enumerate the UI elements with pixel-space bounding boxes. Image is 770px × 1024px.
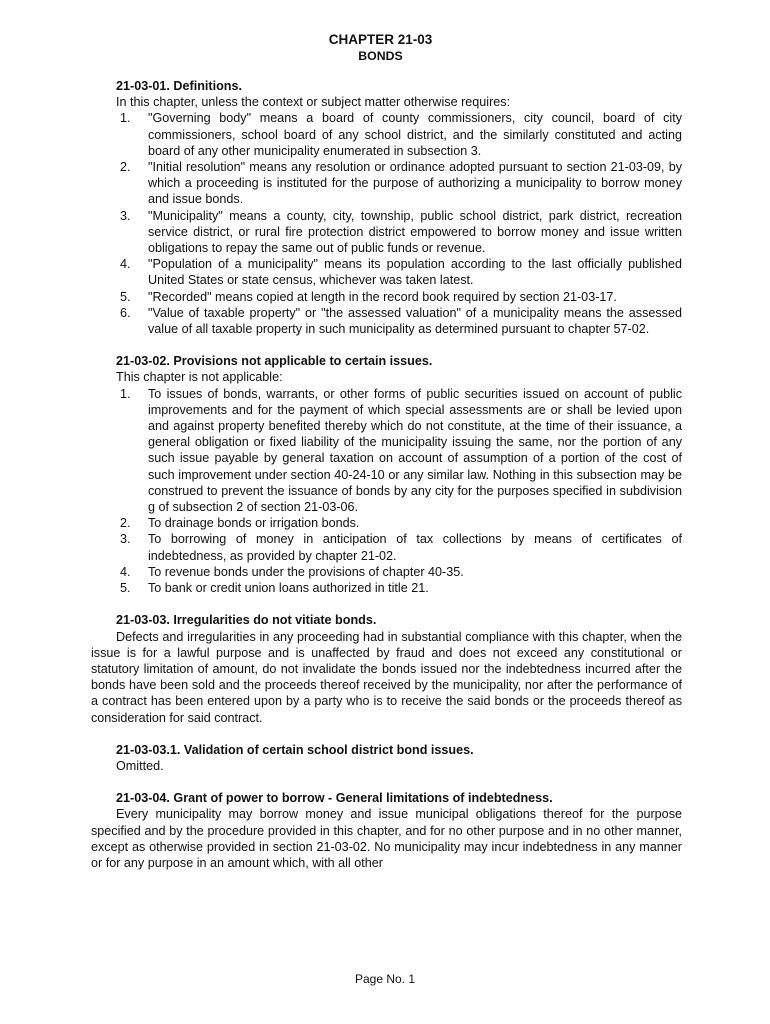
item-number: 3. [120,208,131,223]
section-heading: 21-03-04. Grant of power to borrow - General limitations of indebtedness. [116,791,553,806]
list-item [91,515,682,531]
section-intro: In this chapter, unless the context or subject matter otherwise requires: [116,95,511,110]
list-item [91,531,682,563]
item-number: 2. [120,516,131,531]
item-number: 4. [120,564,131,579]
chapter-subtitle: BONDS [358,49,403,63]
item-text: "Population of a municipality" means its population according to the last officially published United States or state census, whichever was taken latest. [148,257,682,288]
list-item [91,289,682,305]
section-21-03-03-1 [91,742,682,774]
section-heading: 21-03-03.1. Validation of certain school district bond issues. [116,742,474,757]
section-heading: 21-03-03. Irregularities do not vitiate bonds. [116,613,377,628]
item-text: To revenue bonds under the provisions of chapter 40-35. [148,564,464,579]
chapter-title: CHAPTER 21-03 [328,32,433,47]
item-text: "Value of taxable property" or "the assessed valuation" of a municipality means the assessed value of all taxable property in such municipality as determined pursuant to chapter 57-02. [148,305,682,337]
item-number: 1. [120,111,131,126]
item-number: 3. [120,532,131,547]
list-item [91,110,682,159]
item-number: 5. [120,581,131,596]
section-heading: 21-03-02. Provisions not applicable to certain issues. [116,354,433,369]
section-21-03-03 [91,612,682,725]
list-item [91,208,682,257]
item-number: 1. [120,386,131,401]
document-page [91,32,682,871]
list-item [91,386,682,516]
exclusions-list [91,386,682,597]
item-text: To issues of bonds, warrants, or other forms of public securities issued on account of public improvements and for the payment of which special assessments are or shall be levied upon and against property benefited thereby which do not constitute, at the time of their issuance, a general obligation or fixed liability of the municipality issuing the same, nor the portion of any such issue payable by general taxation on account of assumption of a portion of the cost of such improvement under section 40-24-10 or any similar law. Nothing in this subsection may be construed to prevent the issuance of bonds by any city for the purposes specified in subdivision g of subsection 2 of section 21-03-06. [148,386,682,515]
list-item [91,305,682,337]
item-text: To bank or credit union loans authorized in title 21. [148,581,429,596]
item-text: "Governing body" means a board of county commissioners, city council, board of city commissioners, school board of any school district, and the similarly constituted and acting board of any other municipality enumerated in subsection 3. [148,111,682,158]
item-text: To borrowing of money in anticipation of tax collections by means of certificates of indebtedness, as provided by chapter 21-02. [148,532,682,563]
item-text: "Recorded" means copied at length in the record book required by section 21-03-17. [148,289,617,304]
item-text: To drainage bonds or irrigation bonds. [148,516,360,531]
section-body: Defects and irregularities in any proceeding had in substantial compliance with this chapter, when the issue is for a lawful purpose and is unaffected by fraud and does not exceed any constitutional or statutory limitation of amount, do not invalidate the bonds issued nor the indebtedness incurred after the bonds have been sold and the proceeds thereof received by the municipality, nor after the performance of a contract has been entered upon by a party who is to receive the said bonds or the proceeds thereof as consideration for said contract. [91,629,682,725]
list-item [91,256,682,288]
section-body: Every municipality may borrow money and issue municipal obligations thereof for the purpose specified and by the procedure provided in this chapter, and for no other purpose and in no other manner, except as otherwise provided in section 21-03-02. No municipality may incur indebtedness in any manner or for any purpose in an amount which, with all other [91,807,682,870]
section-21-03-04 [91,790,682,871]
item-number: 2. [120,160,131,175]
list-item [91,159,682,208]
item-number: 5. [120,289,131,304]
section-body: Omitted. [116,758,164,773]
section-21-03-01 [91,78,682,337]
definitions-list [91,110,682,337]
list-item [91,564,682,580]
item-number: 6. [120,305,131,320]
section-intro: This chapter is not applicable: [116,370,283,385]
item-text: "Municipality" means a county, city, township, public school district, park district, recreation service district, or rural fire protection district empowered to borrow money and issue written obligations to repay the same out of public funds or revenue. [148,208,682,256]
page-number: Page No. 1 [354,972,416,986]
item-text: "Initial resolution" means any resolution or ordinance adopted pursuant to section 21-03-09, by which a proceeding is instituted for the purpose of authorizing a municipality to borrow money and issue bonds. [148,160,682,207]
section-21-03-02 [91,353,682,596]
item-number: 4. [120,257,131,272]
section-heading: 21-03-01. Definitions. [116,79,242,93]
list-item [91,580,682,596]
